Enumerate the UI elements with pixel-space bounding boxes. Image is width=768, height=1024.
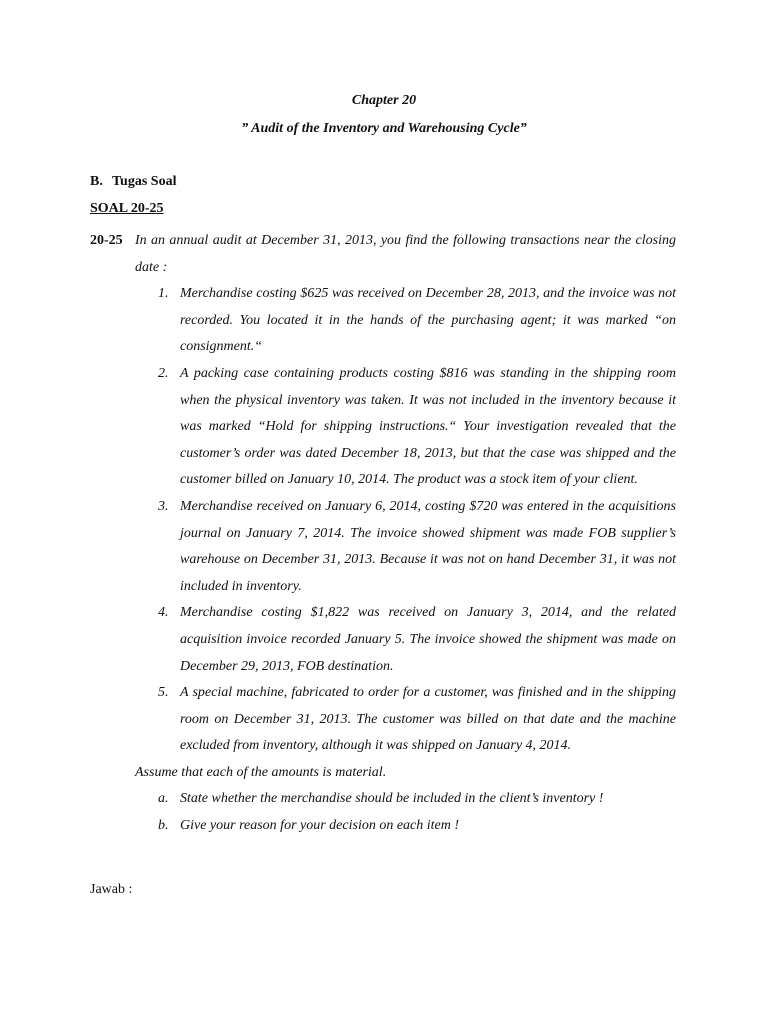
question-item xyxy=(158,786,676,813)
section-heading xyxy=(90,174,176,190)
list-item xyxy=(158,281,676,361)
question-text: State whether the merchandise should be included in the client’s inventory ! xyxy=(180,791,604,807)
list-item xyxy=(158,600,676,680)
chapter-title: Chapter 20 xyxy=(351,93,417,108)
list-item-marker: 2. xyxy=(158,365,169,381)
list-item-text: A special machine, fabricated to order for a customer, was finished and in the shipping room on December 31, 2013. The customer was billed on that date and the machine excluded from inventory, although it was shipped on January 4, 2014. xyxy=(180,685,676,754)
soal-heading: SOAL 20-25 xyxy=(90,201,164,216)
list-item-marker: 5. xyxy=(158,685,169,701)
question-marker: b. xyxy=(158,818,169,834)
list-item-text: Merchandise costing $625 was received on December 28, 2013, and the invoice was not recorded. You located it in the hands of the purchasing agent; it was marked “on consignment.“ xyxy=(180,286,676,355)
assumption-text: Assume that each of the amounts is material. xyxy=(135,764,387,780)
section-title: Tugas Soal xyxy=(112,174,177,189)
list-item xyxy=(158,680,676,760)
question-item xyxy=(158,813,676,840)
list-item-text: Merchandise costing $1,822 was received on January 3, 2014, and the related acquisition invoice recorded January 5. The invoice showed the shipment was made on December 29, 2013, FOB destination. xyxy=(180,605,676,674)
list-item-marker: 1. xyxy=(158,286,169,302)
chapter-subtitle: ” Audit of the Inventory and Warehousing Cycle” xyxy=(241,121,527,136)
question-text: Give your reason for your decision on each item ! xyxy=(180,818,460,834)
question-list xyxy=(90,786,676,839)
answer-label: Jawab : xyxy=(90,882,133,897)
problem-block xyxy=(90,228,676,840)
list-item-text: Merchandise received on January 6, 2014, costing $720 was entered in the acquisitions journal on January 7, 2014. The invoice showed shipment was made FOB supplier’s warehouse on December 31, 2013. Because it was not on hand December 31, it was not included in inventory. xyxy=(180,498,676,594)
list-item xyxy=(158,361,676,494)
problem-intro: In an annual audit at December 31, 2013, you find the following transactions near the closing date : xyxy=(135,233,676,275)
list-item-text: A packing case containing products costing $816 was standing in the shipping room when the physical inventory was taken. It was not included in the inventory because it was marked “Hold for shipping instructions.“ Your investigation revealed that the customer’s order was dated December 18, 2013, but that the case was shipped and the customer billed on January 10, 2014. The product was a stock item of your client. xyxy=(180,365,676,488)
problem-number: 20-25 xyxy=(90,233,123,248)
list-item xyxy=(158,494,676,600)
list-item-marker: 3. xyxy=(158,498,169,514)
list-item-marker: 4. xyxy=(158,605,169,621)
transaction-list xyxy=(90,281,676,760)
question-marker: a. xyxy=(158,791,169,807)
section-number: B. xyxy=(90,174,103,189)
